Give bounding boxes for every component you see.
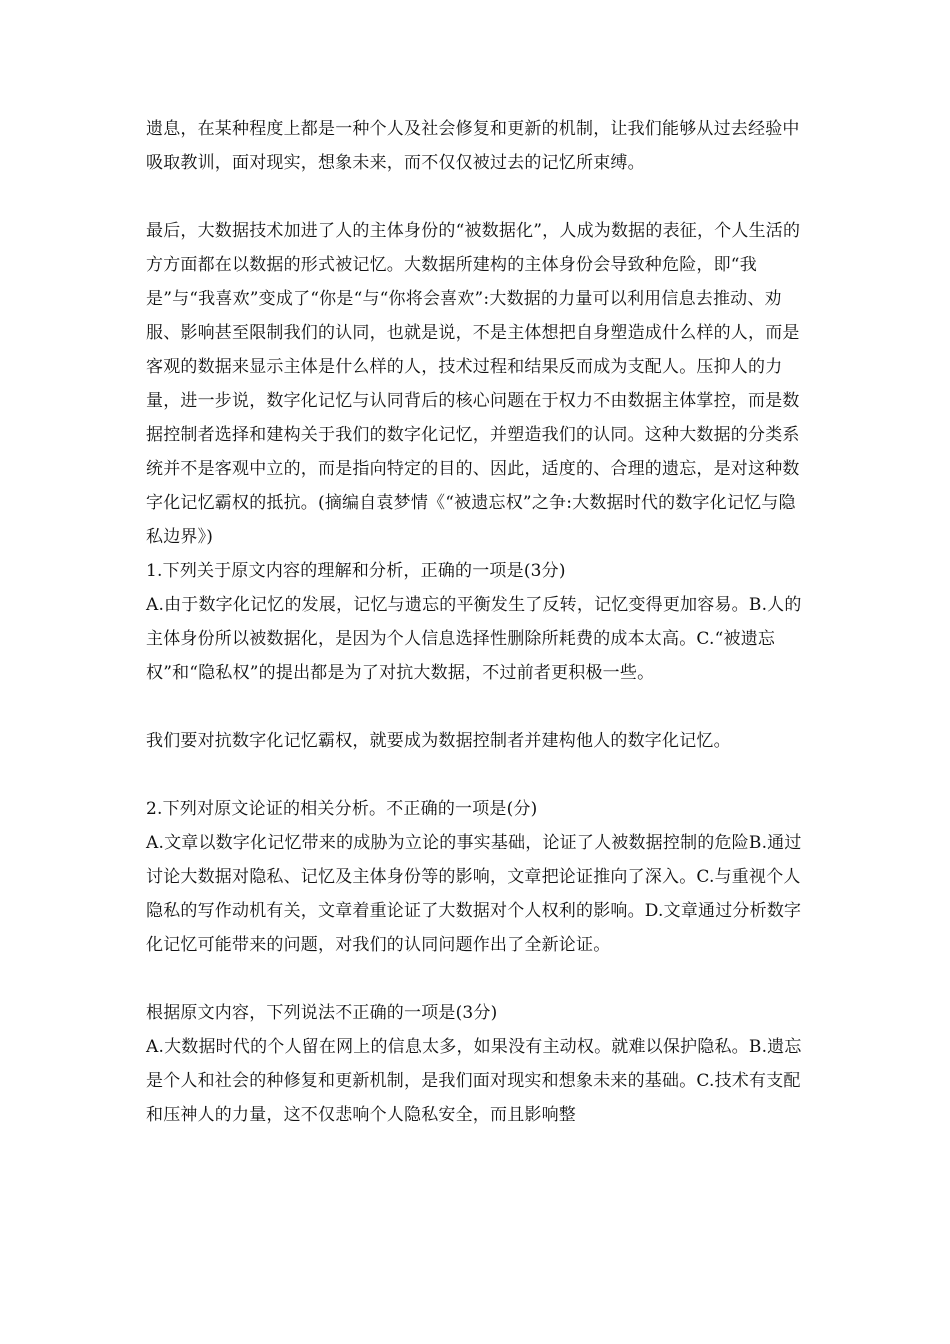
question-3-options: A.大数据时代的个人留在网上的信息太多，如果没有主动权。就难以保护隐私。B.遗忘是个人和社会的种修复和更新机制，是我们面对现实和想象未来的基础。C.技术有支配和压神人的力量，这不仅悲响个人隐私安全，而且影响整 (146, 1037, 802, 1125)
question-gap (146, 690, 806, 724)
question-gap (146, 962, 806, 996)
document-body (146, 112, 806, 1132)
question-1-options: A.由于数字化记忆的发展，记忆与遗忘的平衡发生了反转，记忆变得更加容易。B.人的主体身份所以被数据化，是因为个人信息选择性删除所耗费的成本太高。C.“被遗忘权”和“隐私权”的提出都是为了对抗大数据，不过前者更积极一些。 (146, 595, 802, 683)
statement-gap (146, 758, 806, 792)
paragraph-gap (146, 180, 806, 214)
question-1: 1.下列关于原文内容的理解和分析，正确的一项是(3分) (146, 561, 566, 581)
question-3: 根据原文内容，下列说法不正确的一项是(3分) (146, 1003, 498, 1023)
statement-line: 我们要对抗数字化记忆霸权，就要成为数据控制者并建构他人的数字化记忆。 (146, 731, 731, 751)
paragraph-memory-mechanism: 遗息，在某种程度上都是一种个人及社会修复和更新的机制，让我们能够从过去经验中吸取教训，面对现实，想象未来，而不仅仅被过去的记忆所束缚。 (146, 119, 800, 173)
question-2-options: A.文章以数字化记忆带来的成胁为立论的事实基础，论证了人被数据控制的危险B.通过讨论大数据对隐私、记忆及主体身份等的影响，文章把论证推向了深入。C.与重视个人隐私的写作动机有关，文章着重论证了大数据对个人权利的影响。D.文章通过分析数字化记忆可能带来的问题，对我们的认同问题作出了全新论证。 (146, 833, 802, 955)
question-2: 2.下列对原文论证的相关分析。不正确的一项是(分) (146, 799, 538, 819)
paragraph-big-data-identity: 最后，大数据技术加进了人的主体身份的“被数据化”，人成为数据的表征，个人生活的方方面都在以数据的形式被记忆。大数据所建构的主体身份会导致种危险，即“我是”与“我喜欢”变成了“你是“与“你将会喜欢”:大数据的力量可以利用信息去推动、劝服、影响甚至限制我们的认同，也就是说，不是主体想把自身塑造成什么样的人，而是客观的数据来显示主体是什么样的人，技术过程和结果反而成为支配人。压抑人的力量，进一步说，数字化记忆与认同背后的核心问题在于权力不由数据主体掌控，而是数据控制者选择和建构关于我们的数字化记忆，并塑造我们的认同。这种大数据的分类系统并不是客观中立的，而是指向特定的目的、因此，适度的、合理的遗忘，是对这种数字化记忆霸权的抵抗。(摘编自袁梦情《“被遗忘权”之争:大数据时代的数字化记忆与隐私边界》) (146, 221, 801, 547)
